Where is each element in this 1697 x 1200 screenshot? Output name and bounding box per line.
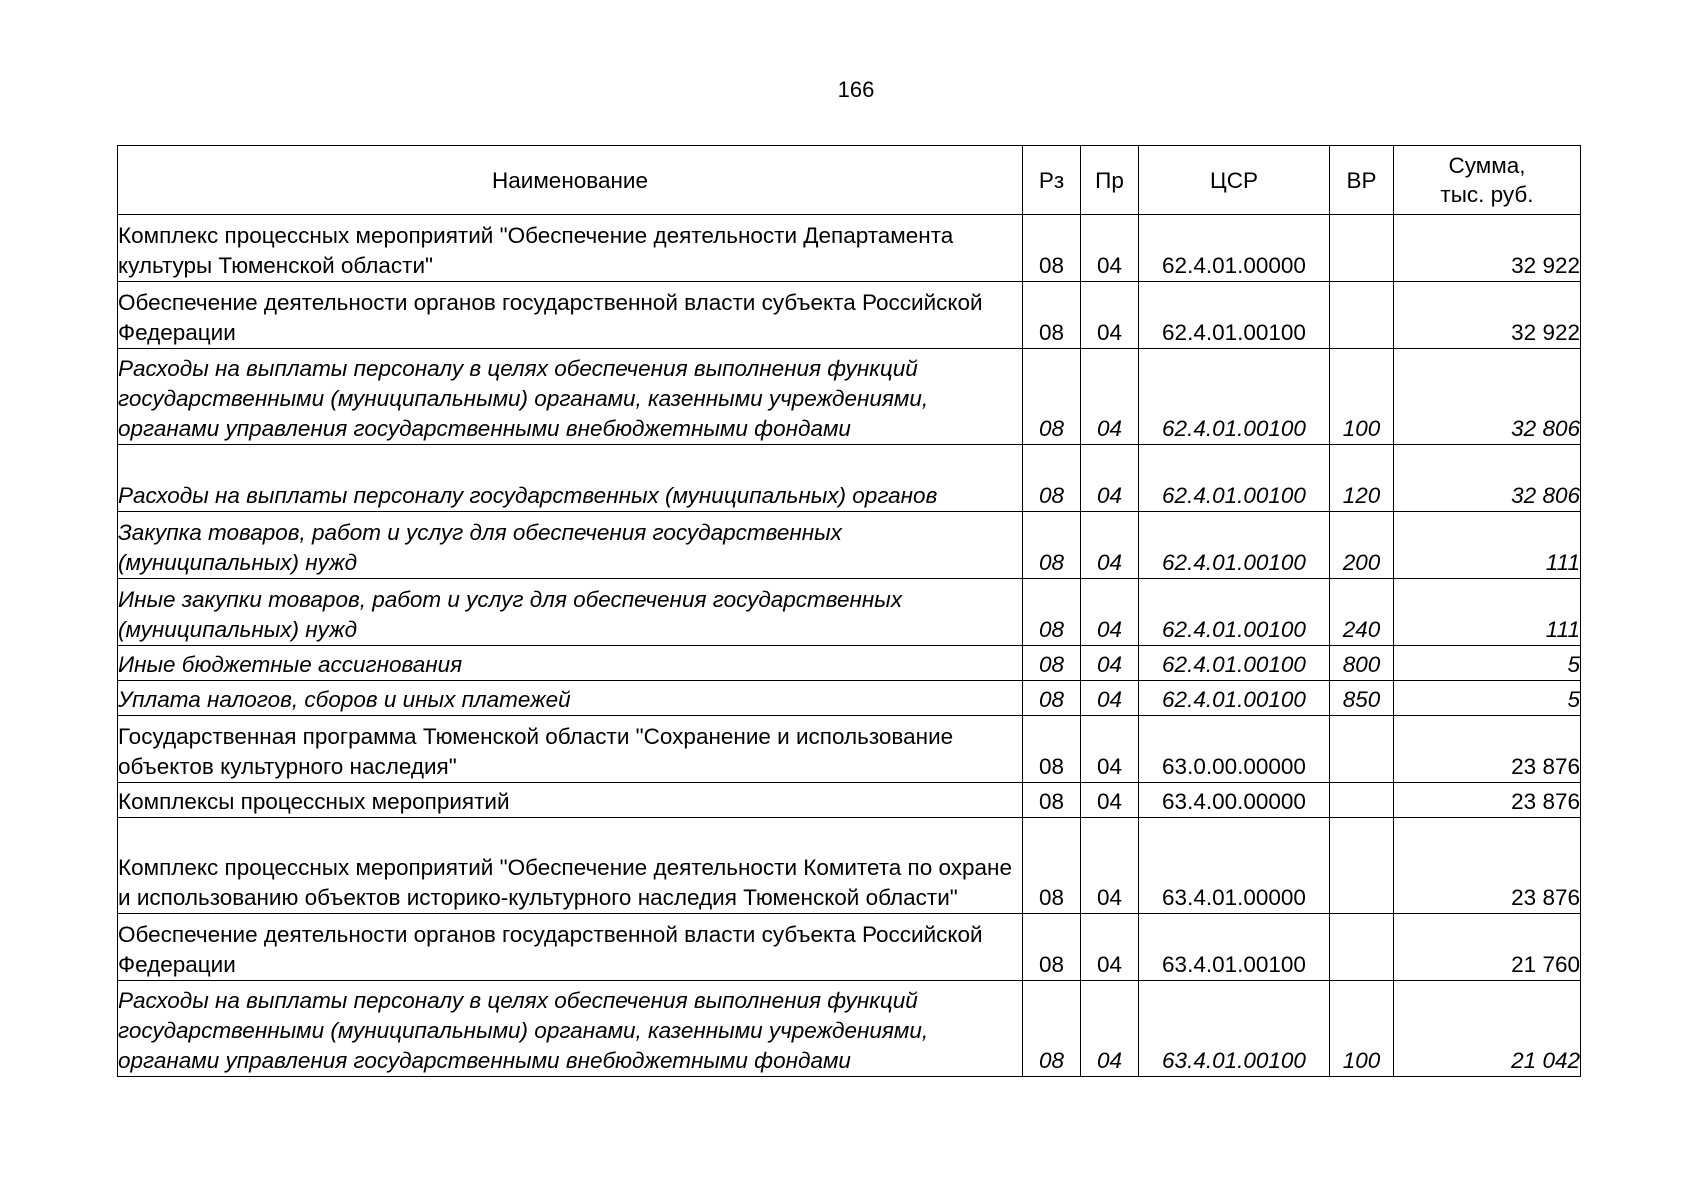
cell-pr: 04 [1081,215,1139,282]
table-row [118,646,1581,681]
cell-rz: 08 [1023,783,1081,818]
cell-vr [1330,282,1394,349]
cell-sum: 32 922 [1394,215,1581,282]
cell-vr: 200 [1330,512,1394,579]
cell-pr: 04 [1081,349,1139,445]
cell-name: Обеспечение деятельности органов государственной власти субъекта Российской Федерации [118,282,1023,349]
cell-sum: 23 876 [1394,818,1581,914]
cell-csr: 62.4.01.00100 [1139,282,1330,349]
cell-rz: 08 [1023,681,1081,716]
cell-csr: 62.4.01.00100 [1139,681,1330,716]
cell-vr [1330,914,1394,981]
table-row [118,349,1581,445]
cell-sum: 21 760 [1394,914,1581,981]
cell-name: Расходы на выплаты персоналу государственных (муниципальных) органов [118,445,1023,512]
cell-rz: 08 [1023,579,1081,646]
budget-table [117,145,1581,1077]
cell-csr: 62.4.01.00100 [1139,579,1330,646]
cell-name: Комплексы процессных мероприятий [118,783,1023,818]
page-number: 166 [837,77,875,102]
cell-vr: 100 [1330,349,1394,445]
cell-name: Иные закупки товаров, работ и услуг для обеспечения государственных (муниципальных) нужд [118,579,1023,646]
cell-vr: 800 [1330,646,1394,681]
cell-rz: 08 [1023,716,1081,783]
cell-sum: 23 876 [1394,783,1581,818]
table-row [118,818,1581,914]
cell-csr: 62.4.01.00100 [1139,445,1330,512]
cell-pr: 04 [1081,282,1139,349]
cell-name: Комплекс процессных мероприятий "Обеспечение деятельности Департамента культуры Тюменской области" [118,215,1023,282]
table-row [118,579,1581,646]
table-row [118,282,1581,349]
cell-sum: 21 042 [1394,981,1581,1077]
header-sum-line1: Сумма, [1448,153,1526,178]
cell-rz: 08 [1023,646,1081,681]
header-name: Наименование [118,146,1023,215]
header-vr: ВР [1330,146,1394,215]
table-row [118,512,1581,579]
cell-csr: 63.4.01.00100 [1139,981,1330,1077]
cell-pr: 04 [1081,716,1139,783]
cell-name: Комплекс процессных мероприятий "Обеспечение деятельности Комитета по охране и использованию объектов историко-культурного наследия Тюменской области" [118,818,1023,914]
cell-rz: 08 [1023,445,1081,512]
cell-name: Уплата налогов, сборов и иных платежей [118,681,1023,716]
cell-vr: 100 [1330,981,1394,1077]
table-header-row [118,146,1581,215]
cell-name: Закупка товаров, работ и услуг для обеспечения государственных (муниципальных) нужд [118,512,1023,579]
cell-csr: 63.4.01.00100 [1139,914,1330,981]
cell-rz: 08 [1023,282,1081,349]
cell-sum: 111 [1394,579,1581,646]
cell-name: Иные бюджетные ассигнования [118,646,1023,681]
header-sum [1394,146,1581,215]
cell-csr: 62.4.01.00100 [1139,646,1330,681]
table-row [118,215,1581,282]
cell-rz: 08 [1023,981,1081,1077]
cell-pr: 04 [1081,579,1139,646]
cell-pr: 04 [1081,981,1139,1077]
cell-csr: 62.4.01.00100 [1139,349,1330,445]
cell-sum: 5 [1394,646,1581,681]
cell-csr: 62.4.01.00000 [1139,215,1330,282]
cell-name: Расходы на выплаты персоналу в целях обеспечения выполнения функций государственными (муниципальными) органами, казенными учреждениями, органами управления государственными внебюджетными фондами [118,349,1023,445]
header-sum-line2: тыс. руб. [1440,182,1534,207]
cell-sum: 5 [1394,681,1581,716]
cell-rz: 08 [1023,349,1081,445]
cell-vr: 240 [1330,579,1394,646]
cell-rz: 08 [1023,818,1081,914]
cell-sum: 32 922 [1394,282,1581,349]
cell-pr: 04 [1081,646,1139,681]
header-rz: Рз [1023,146,1081,215]
cell-rz: 08 [1023,215,1081,282]
cell-pr: 04 [1081,914,1139,981]
cell-vr: 850 [1330,681,1394,716]
table-body [118,215,1581,1077]
cell-vr [1330,783,1394,818]
cell-sum: 23 876 [1394,716,1581,783]
cell-pr: 04 [1081,445,1139,512]
cell-csr: 63.0.00.00000 [1139,716,1330,783]
table-row [118,716,1581,783]
cell-rz: 08 [1023,914,1081,981]
cell-sum: 111 [1394,512,1581,579]
cell-pr: 04 [1081,681,1139,716]
table-row [118,783,1581,818]
cell-vr [1330,716,1394,783]
cell-name: Обеспечение деятельности органов государственной власти субъекта Российской Федерации [118,914,1023,981]
cell-pr: 04 [1081,783,1139,818]
table-row [118,445,1581,512]
cell-rz: 08 [1023,512,1081,579]
cell-pr: 04 [1081,512,1139,579]
cell-name: Расходы на выплаты персоналу в целях обеспечения выполнения функций государственными (муниципальными) органами, казенными учреждениями, органами управления государственными внебюджетными фондами [118,981,1023,1077]
cell-sum: 32 806 [1394,349,1581,445]
cell-vr: 120 [1330,445,1394,512]
cell-name: Государственная программа Тюменской области "Сохранение и использование объектов культурного наследия" [118,716,1023,783]
cell-vr [1330,818,1394,914]
cell-csr: 62.4.01.00100 [1139,512,1330,579]
table-row [118,914,1581,981]
cell-pr: 04 [1081,818,1139,914]
cell-csr: 63.4.00.00000 [1139,783,1330,818]
table-row [118,981,1581,1077]
cell-vr [1330,215,1394,282]
cell-csr: 63.4.01.00000 [1139,818,1330,914]
table-row [118,681,1581,716]
header-pr: Пр [1081,146,1139,215]
header-csr: ЦСР [1139,146,1330,215]
cell-sum: 32 806 [1394,445,1581,512]
